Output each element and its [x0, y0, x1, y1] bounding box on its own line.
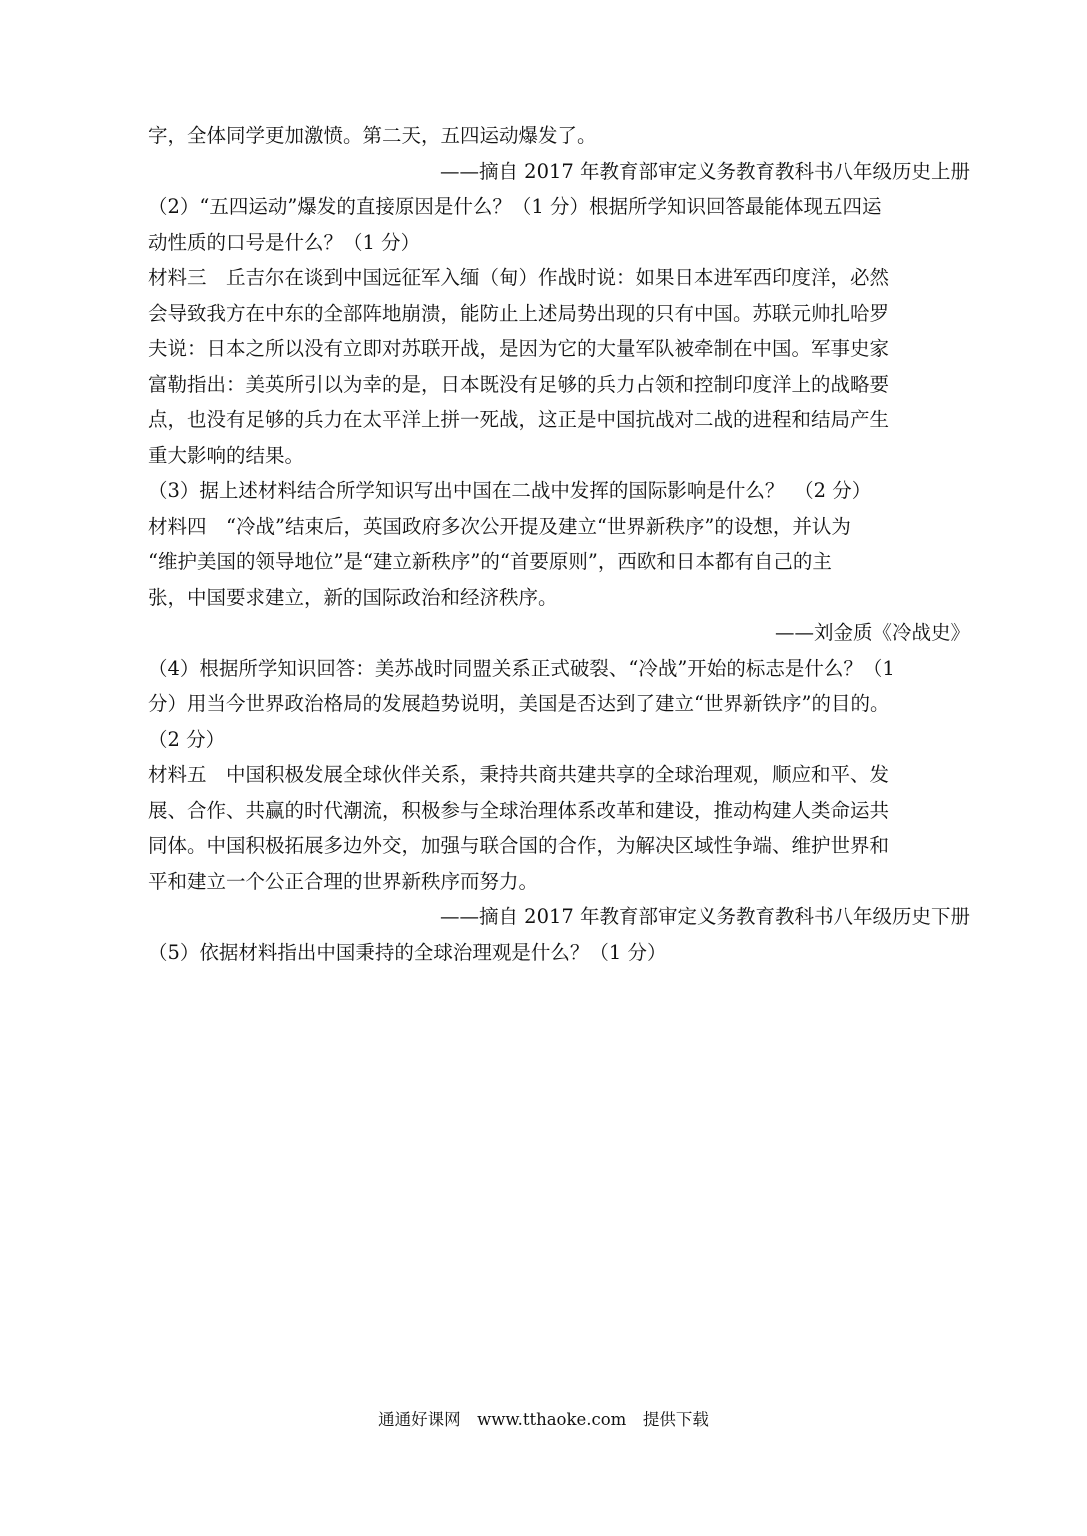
question-4: （4）根据所学知识回答：美苏战时同盟关系正式破裂、“冷战”开始的标志是什么？（1 — [148, 656, 895, 680]
text-line: 重大影响的结果。 — [148, 443, 305, 467]
text-line: 动性质的口号是什么？（1 分） — [148, 230, 421, 254]
text-line: （2 分） — [148, 727, 226, 751]
question-3: （3）据上述材料结合所学知识写出中国在二战中发挥的国际影响是什么？ （2 分） — [148, 479, 872, 502]
material-3: 材料三 丘吉尔在谈到中国远征军入缅（甸）作战时说：如果日本进军西印度洋，必然 — [148, 266, 890, 289]
material-5: 材料五 中国积极发展全球伙伴关系，秉持共商共建共享的全球治理观，顺应和平、发 — [148, 763, 890, 786]
text-line: 分）用当今世界政治格局的发展趋势说明，美国是否达到了建立“世界新铁序”的目的。 — [148, 692, 890, 715]
text-line: 同体。中国积极拓展多边外交，加强与联合国的合作，为解决区域性争端、维护世界和 — [148, 834, 890, 857]
text-line: 夫说：日本之所以没有立即对苏联开战，是因为它的大量军队被牵制在中国。军事史家 — [148, 337, 890, 360]
question-5: （5）依据材料指出中国秉持的全球治理观是什么？（1 分） — [148, 940, 667, 964]
source-citation: ——摘自 2017 年教育部审定义务教育教科书八年级历史上册 — [439, 159, 970, 183]
text-line: 展、合作、共赢的时代潮流，积极参与全球治理体系改革和建设，推动构建人类命运共 — [148, 798, 890, 822]
source-citation: ——刘金质《冷战史》 — [774, 621, 970, 644]
document-body — [148, 118, 970, 970]
question-2: （2）“五四运动”爆发的直接原因是什么？（1 分）根据所学知识回答最能体现五四运 — [148, 195, 882, 218]
text-line: 点，也没有足够的兵力在太平洋上拼一死战，这正是中国抗战对二战的进程和结局产生 — [148, 408, 890, 431]
text-line: 字，全体同学更加激愤。第二天，五四运动爆发了。 — [148, 124, 597, 147]
text-line: 张，中国要求建立，新的国际政治和经济秩序。 — [148, 585, 558, 609]
text-line: 平和建立一个公正合理的世界新秩序而努力。 — [148, 869, 539, 893]
text-line: 会导致我方在中东的全部阵地崩溃，能防止上述局势出现的只有中国。苏联元帅扎哈罗 — [148, 301, 890, 325]
text-line: 富勒指出：美英所引以为幸的是，日本既没有足够的兵力占领和控制印度洋上的战略要 — [148, 372, 890, 396]
source-citation: ——摘自 2017 年教育部审定义务教育教科书八年级历史下册 — [439, 905, 970, 928]
text-line: “维护美国的领导地位”是“建立新秩序”的“首要原则”，西欧和日本都有自己的主 — [148, 550, 832, 573]
page-footer: 通通好课网 www.tthaoke.com 提供下载 — [378, 1410, 709, 1429]
material-4: 材料四 “冷战”结束后，英国政府多次公开提及建立“世界新秩序”的设想，并认为 — [148, 514, 851, 538]
